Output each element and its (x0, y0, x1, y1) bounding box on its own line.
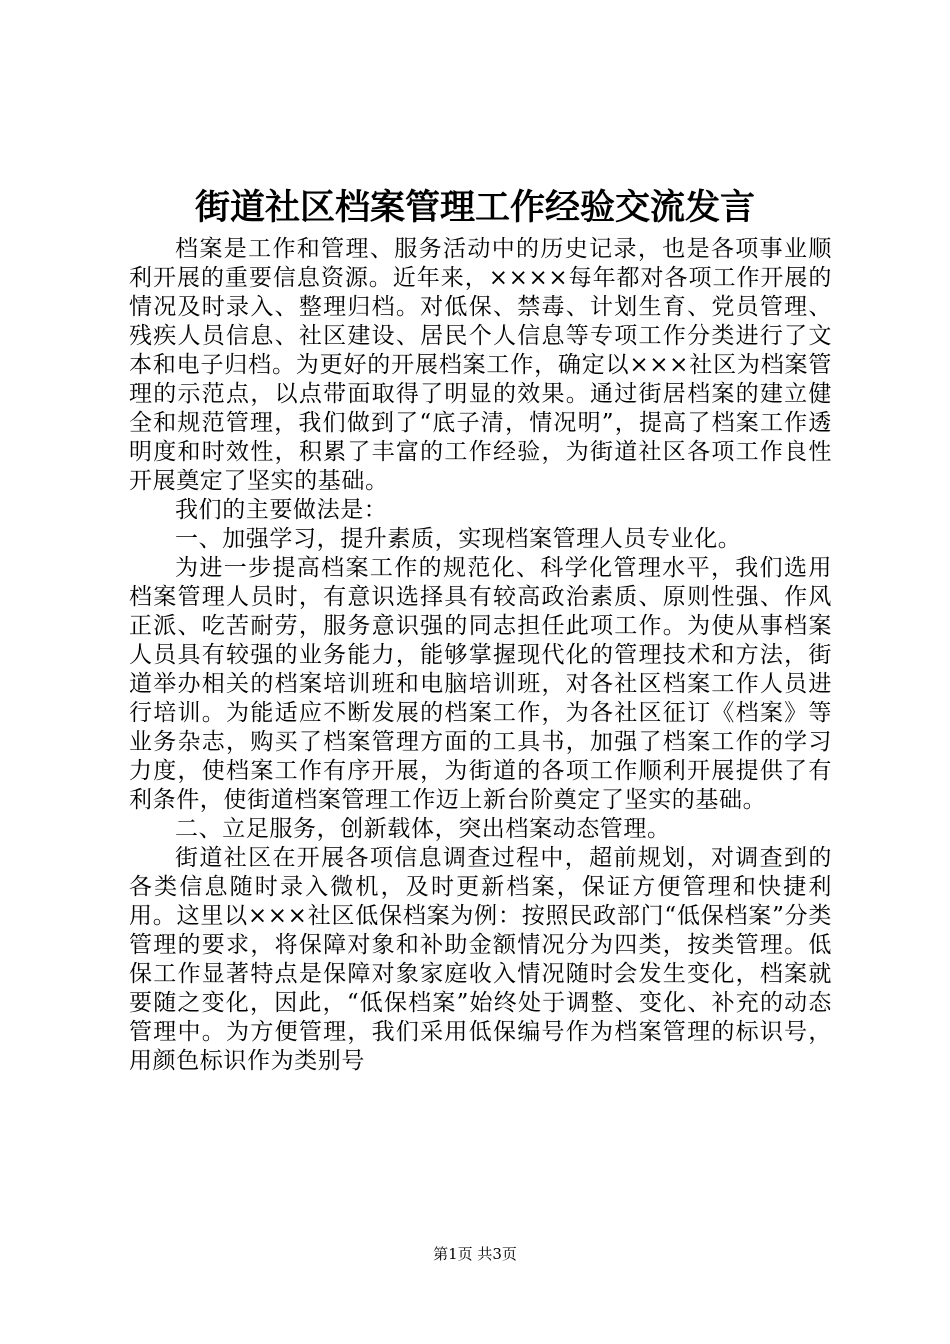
page-footer: 第1页 共3页 (433, 1245, 517, 1263)
paragraph-section-1: 为进一步提高档案工作的规范化、科学化管理水平，我们选用档案管理人员时，有意识选择具有较高政治素质、原则性强、作风正派、吃苦耐劳，服务意识强的同志担任此项工作。为使从事档案人员具有较强的业务能力，能够掌握现代化的管理技术和方法，街道举办相关的档案培训班和电脑培训班，对各社区档案工作人员进行培训。为能适应不断发展的档案工作，为各社区征订《档案》等业务杂志，购买了档案管理方面的工具书，加强了档案工作的学习力度，使档案工作有序开展，为街道的各项工作顺利开展提供了有利条件，使街道档案管理工作迈上新台阶奠定了坚实的基础。 (129, 555, 832, 813)
section-heading-2: 二、立足服务，创新载体，突出档案动态管理。 (175, 816, 671, 842)
paragraph-intro: 档案是工作和管理、服务活动中的历史记录，也是各项事业顺利开展的重要信息资源。近年来，××××每年都对各项工作开展的情况及时录入、整理归档。对低保、禁毒、计划生育、党员管理、残疾人员信息、社区建设、居民个人信息等专项工作分类进行了文本和电子归档。为更好的开展档案工作，确定以×××社区为档案管理的示范点，以点带面取得了明显的效果。通过街居档案的建立健全和规范管理，我们做到了“底子清，情况明”，提高了档案工作透明度和时效性，积累了丰富的工作经验，为街道社区各项工作良性开展奠定了坚实的基础。 (129, 236, 832, 494)
paragraph-section-2: 街道社区在开展各项信息调查过程中，超前规划，对调查到的各类信息随时录入微机，及时更新档案，保证方便管理和快捷利用。这里以×××社区低保档案为例：按照民政部门“低保档案”分类管理的要求，将保障对象和补助金额情况分为四类，按类管理。低保工作显著特点是保障对象家庭收入情况随时会发生变化，档案就要随之变化，因此，“低保档案”始终处于调整、变化、补充的动态管理中。为方便管理，我们采用低保编号作为档案管理的标识号，用颜色标识作为类别号 (129, 845, 832, 1074)
document-body (129, 235, 832, 1076)
document-title: 街道社区档案管理工作经验交流发言 (194, 187, 755, 228)
section-heading-1: 一、加强学习，提升素质，实现档案管理人员专业化。 (175, 526, 742, 552)
paragraph-main-methods: 我们的主要做法是： (175, 497, 388, 523)
